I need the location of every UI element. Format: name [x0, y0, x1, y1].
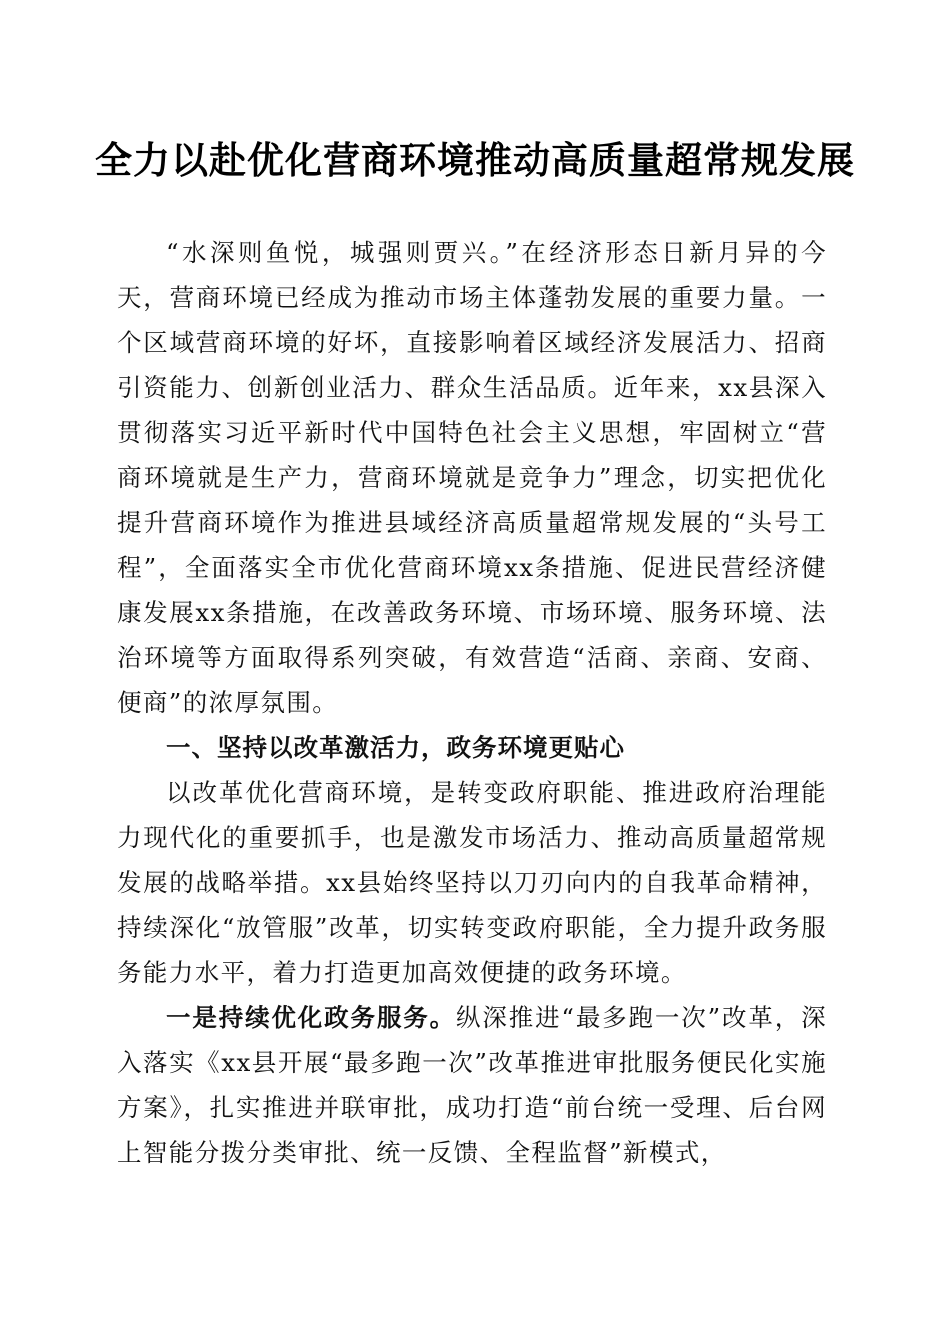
intro-paragraph: “水深则鱼悦，城强则贾兴。”在经济形态日新月异的今天，营商环境已经成为推动市场主体蓬勃发展的重要力量。一个区域营商环境的好坏，直接影响着区域经济发展活力、招商引资能力、创新创业活力、群众生活品质。近年来，xx县深入贯彻落实习近平新时代中国特色社会主义思想，牢固树立“营商环境就是生产力，营商环境就是竞争力”理念，切实把优化提升营商环境作为推进县域经济高质量超常规发展的“头号工程”，全面落实全市优化营商环境xx条措施、促进民营经济健康发展xx条措施，在改善政务环境、市场环境、服务环境、法治环境等方面取得系列突破，有效营造“活商、亲商、安商、便商”的浓厚氛围。 [117, 238, 827, 717]
measure-lead: 一是持续优化政务服务。 [166, 1003, 456, 1032]
section-paragraph: 以改革优化营商环境，是转变政府职能、推进政府治理能力现代化的重要抓手，也是激发市场活力、推动高质量超常规发展的战略举措。xx县始终坚持以刀刃向内的自我革命精神，持续深化“放管服”改革，切实转变政府职能，全力提升政务服务能力水平，着力打造更加高效便捷的政务环境。 [117, 778, 827, 987]
document-body [117, 230, 827, 1175]
measure-text: 纵深推进“最多跑一次”改革，深入落实《xx县开展“最多跑一次”改革推进审批服务便民化实施方案》，扎实推进并联审批，成功打造“前台统一受理、后台网上智能分拨分类审批、统一反馈、全程监督”新模式， [117, 1003, 827, 1167]
section-heading: 一、坚持以改革激活力，政务环境更贴心 [166, 733, 625, 762]
measure-paragraph [117, 995, 827, 1175]
document-title: 全力以赴优化营商环境推动高质量超常规发展 [95, 138, 855, 182]
